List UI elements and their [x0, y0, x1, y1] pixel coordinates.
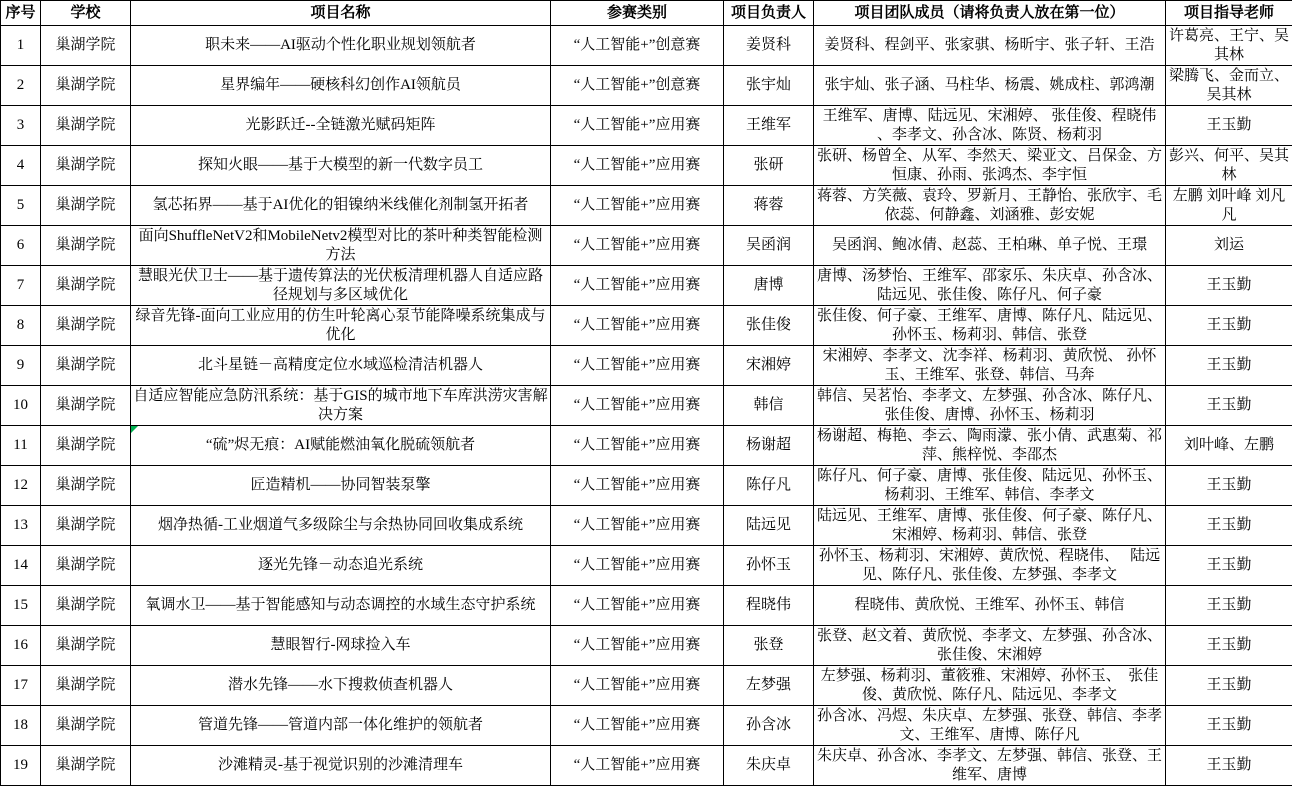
serial-number-cell: 11	[1, 426, 41, 466]
category-cell: “人工智能+”应用赛	[551, 546, 724, 586]
team-members-cell: 蒋蓉、方笑薇、袁玲、罗新月、王静怡、张欣宇、毛依蕊、何静鑫、刘涵雅、彭安妮	[814, 186, 1166, 226]
leader-cell: 张研	[724, 146, 814, 186]
category-cell: “人工智能+”应用赛	[551, 506, 724, 546]
school-cell: 巢湖学院	[41, 186, 131, 226]
project-name-cell	[131, 546, 551, 586]
leader-cell: 孙含冰	[724, 706, 814, 746]
category-cell: “人工智能+”应用赛	[551, 466, 724, 506]
advisors-cell: 王玉勤	[1166, 266, 1292, 306]
project-name-cell	[131, 586, 551, 626]
serial-number-cell: 5	[1, 186, 41, 226]
cell-comment-flag-icon	[131, 426, 138, 433]
project-name-cell	[131, 426, 551, 466]
project-name-cell	[131, 346, 551, 386]
advisors-cell: 刘运	[1166, 226, 1292, 266]
team-members-cell: 张研、杨曾全、从军、李然天、梁亚文、吕保金、方恒康、孙雨、张鸿杰、李宇恒	[814, 146, 1166, 186]
category-cell: “人工智能+”应用赛	[551, 626, 724, 666]
leader-cell: 孙怀玉	[724, 546, 814, 586]
school-cell: 巢湖学院	[41, 266, 131, 306]
project-name-text: 自适应智能应急防汛系统：基于GIS的城市地下车库洪涝灾害解决方案	[133, 387, 548, 423]
leader-cell: 陈仔凡	[724, 466, 814, 506]
advisors-cell: 王玉勤	[1166, 106, 1292, 146]
header-advisors: 项目指导老师	[1166, 1, 1292, 26]
header-school: 学校	[41, 1, 131, 26]
project-name-text: 管道先锋——管道内部一体化维护的领航者	[197, 717, 483, 733]
school-cell: 巢湖学院	[41, 746, 131, 786]
project-name-text: “硫”烬无痕：AI赋能燃油氧化脱硫领航者	[205, 437, 476, 453]
school-cell: 巢湖学院	[41, 306, 131, 346]
category-cell: “人工智能+”应用赛	[551, 266, 724, 306]
school-cell: 巢湖学院	[41, 506, 131, 546]
category-cell: “人工智能+”应用赛	[551, 186, 724, 226]
category-cell: “人工智能+”应用赛	[551, 666, 724, 706]
leader-cell: 吴函润	[724, 226, 814, 266]
table-row	[1, 106, 1292, 146]
school-cell: 巢湖学院	[41, 146, 131, 186]
serial-number-cell: 6	[1, 226, 41, 266]
table-row	[1, 466, 1292, 506]
table-row	[1, 666, 1292, 706]
header-row	[1, 1, 1292, 26]
leader-cell: 宋湘婷	[724, 346, 814, 386]
school-cell: 巢湖学院	[41, 66, 131, 106]
leader-cell: 王维军	[724, 106, 814, 146]
leader-cell: 张宇灿	[724, 66, 814, 106]
advisors-cell: 王玉勤	[1166, 666, 1292, 706]
advisors-cell: 王玉勤	[1166, 346, 1292, 386]
table-row	[1, 26, 1292, 66]
team-members-cell: 陆远见、王维军、唐博、张佳俊、何子豪、陈仔凡、宋湘婷、杨莉羽、韩信、张登	[814, 506, 1166, 546]
header-leader: 项目负责人	[724, 1, 814, 26]
advisors-cell: 许葛亮、王宁、吴其林	[1166, 26, 1292, 66]
team-members-cell: 杨谢超、梅艳、李云、陶雨濛、张小倩、武惠菊、祁萍、熊梓悦、李邵杰	[814, 426, 1166, 466]
school-cell: 巢湖学院	[41, 426, 131, 466]
header-category: 参赛类别	[551, 1, 724, 26]
leader-cell: 程晓伟	[724, 586, 814, 626]
leader-cell: 朱庆卓	[724, 746, 814, 786]
team-members-cell: 韩信、吴茗怡、李孝文、左梦强、孙含冰、陈仔凡、张佳俊、唐博、孙怀玉、杨莉羽	[814, 386, 1166, 426]
category-cell: “人工智能+”应用赛	[551, 426, 724, 466]
leader-cell: 陆远见	[724, 506, 814, 546]
category-cell: “人工智能+”应用赛	[551, 146, 724, 186]
serial-number-cell: 16	[1, 626, 41, 666]
table-row	[1, 346, 1292, 386]
project-name-cell	[131, 666, 551, 706]
project-name-text: 氢芯拓界——基于AI优化的钼镍纳米线催化剂制氢开拓者	[152, 197, 529, 213]
serial-number-cell: 4	[1, 146, 41, 186]
school-cell: 巢湖学院	[41, 346, 131, 386]
serial-number-cell: 18	[1, 706, 41, 746]
serial-number-cell: 17	[1, 666, 41, 706]
table-row	[1, 66, 1292, 106]
project-name-text: 潜水先锋——水下搜救侦查机器人	[227, 677, 453, 693]
school-cell: 巢湖学院	[41, 26, 131, 66]
advisors-cell: 王玉勤	[1166, 586, 1292, 626]
serial-number-cell: 12	[1, 466, 41, 506]
school-cell: 巢湖学院	[41, 106, 131, 146]
project-name-cell	[131, 106, 551, 146]
project-name-text: 沙滩精灵-基于视觉识别的沙滩清理车	[218, 757, 463, 773]
advisors-cell: 王玉勤	[1166, 626, 1292, 666]
team-members-cell: 王维军、唐博、陆远见、宋湘婷、 张佳俊、程晓伟、李孝文、孙含冰、陈贤、杨莉羽	[814, 106, 1166, 146]
advisors-cell: 彭兴、何平、吴其林	[1166, 146, 1292, 186]
serial-number-cell: 3	[1, 106, 41, 146]
serial-number-cell: 19	[1, 746, 41, 786]
category-cell: “人工智能+”应用赛	[551, 386, 724, 426]
team-members-cell: 程晓伟、黄欣悦、王维军、孙怀玉、韩信	[814, 586, 1166, 626]
advisors-cell: 王玉勤	[1166, 306, 1292, 346]
leader-cell: 张佳俊	[724, 306, 814, 346]
advisors-cell: 王玉勤	[1166, 746, 1292, 786]
serial-number-cell: 2	[1, 66, 41, 106]
serial-number-cell: 9	[1, 346, 41, 386]
school-cell: 巢湖学院	[41, 226, 131, 266]
project-name-cell	[131, 226, 551, 266]
project-name-cell	[131, 186, 551, 226]
school-cell: 巢湖学院	[41, 386, 131, 426]
table-row	[1, 306, 1292, 346]
table-row	[1, 626, 1292, 666]
serial-number-cell: 14	[1, 546, 41, 586]
table-row	[1, 226, 1292, 266]
project-name-text: 烟净热循-工业烟道气多级除尘与余热协同回收集成系统	[158, 517, 523, 533]
category-cell: “人工智能+”应用赛	[551, 346, 724, 386]
project-name-text: 逐光先锋－动态追光系统	[257, 557, 423, 573]
serial-number-cell: 8	[1, 306, 41, 346]
category-cell: “人工智能+”应用赛	[551, 746, 724, 786]
project-name-text: 慧眼智行-网球捡入车	[270, 637, 411, 653]
table-row	[1, 506, 1292, 546]
team-members-cell: 陈仔凡、何子豪、唐博、张佳俊、陆远见、孙怀玉、杨莉羽、王维军、韩信、李孝文	[814, 466, 1166, 506]
category-cell: “人工智能+”应用赛	[551, 106, 724, 146]
advisors-cell: 王玉勤	[1166, 506, 1292, 546]
table-body	[1, 26, 1292, 786]
category-cell: “人工智能+”应用赛	[551, 706, 724, 746]
leader-cell: 唐博	[724, 266, 814, 306]
team-members-cell: 吴函润、鲍冰倩、赵蕊、王柏琳、单子悦、王璟	[814, 226, 1166, 266]
team-members-cell: 孙含冰、冯煜、朱庆卓、左梦强、张登、韩信、李孝文、王维军、唐博、陈仔凡	[814, 706, 1166, 746]
header-team-members: 项目团队成员（请将负责人放在第一位）	[814, 1, 1166, 26]
project-name-cell	[131, 466, 551, 506]
team-members-cell: 左梦强、杨莉羽、董筱雅、宋湘婷、孙怀玉、 张佳俊、黄欣悦、陈仔凡、陆远见、李孝文	[814, 666, 1166, 706]
category-cell: “人工智能+”创意赛	[551, 66, 724, 106]
project-name-cell	[131, 386, 551, 426]
team-members-cell: 张宇灿、张子涵、马柱华、杨震、姚成柱、郭鸿潮	[814, 66, 1166, 106]
table-row	[1, 186, 1292, 226]
table-row	[1, 426, 1292, 466]
project-name-cell	[131, 626, 551, 666]
table-header	[1, 1, 1292, 26]
project-name-cell	[131, 746, 551, 786]
project-name-cell	[131, 146, 551, 186]
advisors-cell: 王玉勤	[1166, 546, 1292, 586]
header-project-name: 项目名称	[131, 1, 551, 26]
project-name-text: 职未来——AI驱动个性化职业规划领航者	[205, 37, 476, 53]
table-row	[1, 586, 1292, 626]
school-cell: 巢湖学院	[41, 466, 131, 506]
advisors-cell: 梁腾飞、金而立、吴其林	[1166, 66, 1292, 106]
project-name-text: 匠造精机——协同智装泵擎	[250, 477, 431, 493]
school-cell: 巢湖学院	[41, 546, 131, 586]
team-members-cell: 朱庆卓、孙含冰、李孝文、左梦强、韩信、张登、王维军、唐博	[814, 746, 1166, 786]
table-row	[1, 746, 1292, 786]
team-members-cell: 宋湘婷、李孝文、沈李祥、杨莉羽、黄欣悦、 孙怀玉、王维军、张登、韩信、马奔	[814, 346, 1166, 386]
category-cell: “人工智能+”创意赛	[551, 26, 724, 66]
school-cell: 巢湖学院	[41, 586, 131, 626]
project-name-cell	[131, 26, 551, 66]
serial-number-cell: 10	[1, 386, 41, 426]
project-name-text: 北斗星链－高精度定位水域巡检清洁机器人	[197, 357, 483, 373]
project-name-text: 面向ShuffleNetV2和MobileNetv2模型对比的茶叶种类智能检测方法	[138, 227, 543, 263]
table-row	[1, 706, 1292, 746]
category-cell: “人工智能+”应用赛	[551, 306, 724, 346]
advisors-cell: 刘叶峰、左鹏	[1166, 426, 1292, 466]
project-name-cell	[131, 506, 551, 546]
advisors-cell: 王玉勤	[1166, 706, 1292, 746]
leader-cell: 杨谢超	[724, 426, 814, 466]
project-name-text: 氧调水卫——基于智能感知与动态调控的水域生态守护系统	[145, 597, 536, 613]
project-name-cell	[131, 706, 551, 746]
table-row	[1, 386, 1292, 426]
leader-cell: 左梦强	[724, 666, 814, 706]
team-members-cell: 姜贤科、程剑平、张家骐、杨昕宇、张子轩、王浩	[814, 26, 1166, 66]
project-name-text: 慧眼光伏卫士——基于遗传算法的光伏板清理机器人自适应路径规划与多区域优化	[137, 267, 543, 303]
category-cell: “人工智能+”应用赛	[551, 226, 724, 266]
project-name-text: 光影跃迁--全链激光赋码矩阵	[245, 117, 436, 133]
serial-number-cell: 1	[1, 26, 41, 66]
project-name-text: 探知火眼——基于大模型的新一代数字员工	[197, 157, 483, 173]
project-name-text: 绿音先锋-面向工业应用的仿生叶轮离心泵节能降噪系统集成与优化	[135, 307, 546, 343]
team-members-cell: 张登、赵文着、黄欣悦、李孝文、左梦强、孙含冰、张佳俊、宋湘婷	[814, 626, 1166, 666]
leader-cell: 蒋蓉	[724, 186, 814, 226]
leader-cell: 姜贤科	[724, 26, 814, 66]
advisors-cell: 左鹏 刘叶峰 刘凡凡	[1166, 186, 1292, 226]
school-cell: 巢湖学院	[41, 666, 131, 706]
leader-cell: 韩信	[724, 386, 814, 426]
advisors-cell: 王玉勤	[1166, 466, 1292, 506]
project-name-cell	[131, 266, 551, 306]
advisors-cell: 王玉勤	[1166, 386, 1292, 426]
project-name-cell	[131, 306, 551, 346]
category-cell: “人工智能+”应用赛	[551, 586, 724, 626]
school-cell: 巢湖学院	[41, 626, 131, 666]
school-cell: 巢湖学院	[41, 706, 131, 746]
team-members-cell: 张佳俊、何子豪、王维军、唐博、陈仔凡、陆远见、孙怀玉、杨莉羽、韩信、张登	[814, 306, 1166, 346]
project-name-text: 星界编年——硬核科幻创作AI领航员	[220, 77, 461, 93]
table-row	[1, 266, 1292, 306]
team-members-cell: 孙怀玉、杨莉羽、宋湘婷、黄欣悦、程晓伟、 陆远见、陈仔凡、张佳俊、左梦强、李孝文	[814, 546, 1166, 586]
header-serial-number: 序号	[1, 1, 41, 26]
serial-number-cell: 7	[1, 266, 41, 306]
table-row	[1, 546, 1292, 586]
team-members-cell: 唐博、汤梦怡、王维军、邵家乐、朱庆卓、孙含冰、陆远见、张佳俊、陈仔凡、何子豪	[814, 266, 1166, 306]
table-row	[1, 146, 1292, 186]
project-name-cell	[131, 66, 551, 106]
serial-number-cell: 15	[1, 586, 41, 626]
serial-number-cell: 13	[1, 506, 41, 546]
leader-cell: 张登	[724, 626, 814, 666]
